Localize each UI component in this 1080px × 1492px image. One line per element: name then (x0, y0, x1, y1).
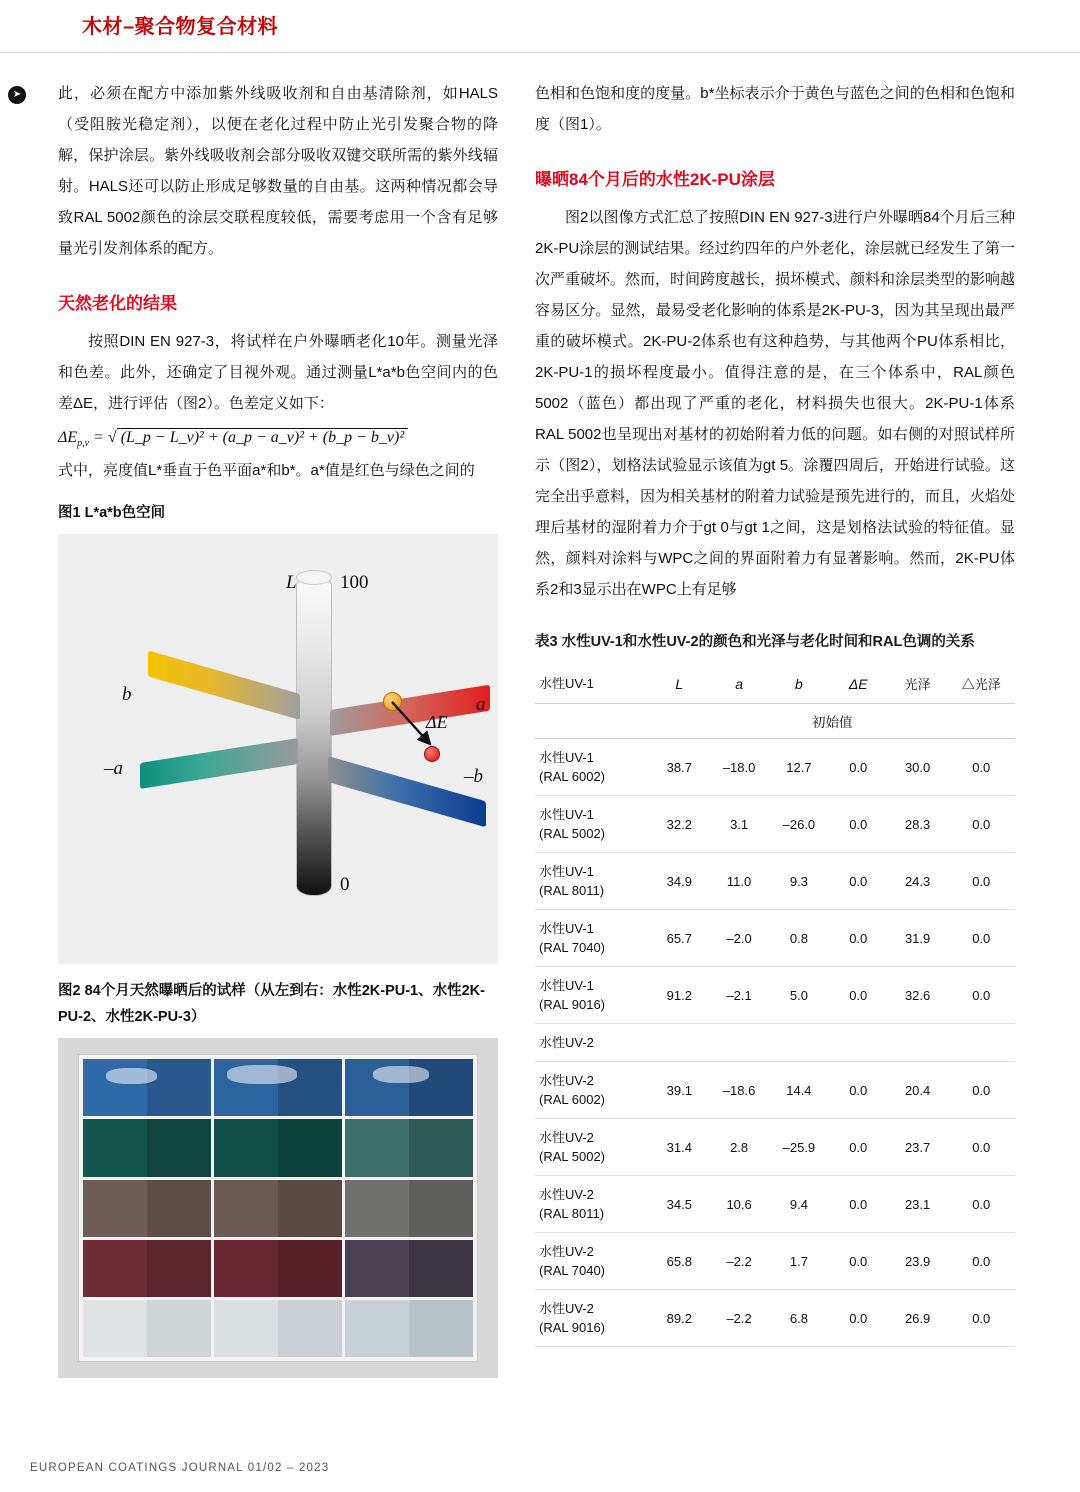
row-label (535, 1119, 649, 1176)
cell-L: 34.5 (649, 1176, 709, 1233)
table-section-row (535, 1024, 1015, 1062)
column-header-b: b (769, 665, 829, 704)
right-column (535, 78, 1015, 1347)
row-label-line1: 水性UV-2 (539, 1301, 594, 1316)
row-label-line1: 水性UV-2 (539, 1073, 594, 1088)
cell-b: 6.8 (769, 1290, 829, 1347)
cell-delta-gloss: 0.0 (948, 1119, 1016, 1176)
row-label-line2: (RAL 6002) (539, 1092, 605, 1107)
column-header-a: a (709, 665, 769, 704)
cell-delta-gloss: 0.0 (948, 1062, 1016, 1119)
left-column (58, 78, 498, 1378)
cell-a: –18.6 (709, 1062, 769, 1119)
label-100: 100 (340, 572, 369, 594)
panel-cell (83, 1119, 211, 1176)
table-body (535, 739, 1015, 1347)
cell-delta-e: 0.0 (829, 1290, 888, 1347)
continuation-arrow-icon: ➤ (8, 86, 26, 104)
figure-2-weathered-panels (58, 1038, 498, 1378)
label-0: 0 (340, 874, 350, 896)
panel-cell (345, 1300, 473, 1357)
cell-delta-e: 0.0 (829, 796, 888, 853)
cell-a: 11.0 (709, 853, 769, 910)
figure-1-lab-color-space (58, 534, 498, 964)
right-section-heading: 曝晒84个月后的水性2K-PU涂层 (535, 170, 775, 189)
table-3-title: 表3 水性UV-1和水性UV-2的颜色和光泽与老化时间和RAL色调的关系 (535, 634, 975, 650)
cell-L: 39.1 (649, 1062, 709, 1119)
panel-cell (345, 1059, 473, 1116)
formula-symbol: ΔE (58, 429, 78, 446)
row-label-line2: (RAL 5002) (539, 826, 605, 841)
cell-delta-gloss: 0.0 (948, 739, 1016, 796)
panel-cell (345, 1180, 473, 1237)
panel-cell (83, 1180, 211, 1237)
cell-delta-gloss: 0.0 (948, 796, 1016, 853)
row-label-line2: (RAL 7040) (539, 1263, 605, 1278)
label-L: L (286, 572, 297, 594)
panel-cell (83, 1300, 211, 1357)
axis-arm-b-yellow (148, 651, 300, 721)
table-column-header-row (535, 665, 1015, 704)
row-label (535, 1062, 649, 1119)
row-label-line2: (RAL 6002) (539, 769, 605, 784)
panel-cell (345, 1119, 473, 1176)
panel-column-2 (214, 1059, 342, 1357)
row-label-line2: (RAL 9016) (539, 1320, 605, 1335)
cell-gloss: 32.6 (888, 967, 948, 1024)
cell-gloss: 31.9 (888, 910, 948, 967)
figure-1-caption: 图1 L*a*b色空间 (58, 505, 166, 522)
page-title: 木材–聚合物复合材料 (82, 16, 279, 38)
cell-gloss: 20.4 (888, 1062, 948, 1119)
cell-delta-gloss: 0.0 (948, 853, 1016, 910)
panel-column-1 (83, 1059, 211, 1357)
cell-a: –2.2 (709, 1233, 769, 1290)
left-section-heading: 天然老化的结果 (58, 294, 177, 313)
cell-delta-gloss: 0.0 (948, 910, 1016, 967)
row-label (535, 796, 649, 853)
cell-delta-gloss: 0.0 (948, 1290, 1016, 1347)
column-header-gloss: 光泽 (888, 665, 948, 704)
cell-gloss: 23.7 (888, 1119, 948, 1176)
cell-b: 5.0 (769, 967, 829, 1024)
panel-board (78, 1054, 478, 1362)
cell-b: 0.8 (769, 910, 829, 967)
table-group-header-row (535, 704, 1015, 739)
row-label-line2: (RAL 8011) (539, 1206, 605, 1221)
cell-b: 12.7 (769, 739, 829, 796)
column-header-delta-gloss: △光泽 (948, 665, 1016, 704)
row-label-line1: 水性UV-1 (539, 750, 594, 765)
cell-delta-e: 0.0 (829, 1062, 888, 1119)
section-label-uv2: 水性UV-2 (535, 1024, 649, 1062)
lightness-cylinder (296, 576, 332, 896)
column-header-sample: 水性UV-1 (535, 665, 649, 704)
cell-L: 65.8 (649, 1233, 709, 1290)
table-3 (535, 665, 1015, 1347)
cell-b: 1.7 (769, 1233, 829, 1290)
cell-delta-e: 0.0 (829, 967, 888, 1024)
cell-L: 31.4 (649, 1119, 709, 1176)
cell-L: 65.7 (649, 910, 709, 967)
formula-subscript: p,v (77, 438, 90, 450)
cell-a: –2.1 (709, 967, 769, 1024)
row-label-line1: 水性UV-1 (539, 807, 594, 822)
right-paragraph-1: 色相和色饱和度的度量。b*坐标表示介于黄色与蓝色之间的色相和色饱和度（图1）。 (535, 85, 1015, 133)
panel-cell (345, 1240, 473, 1297)
table-row (535, 1290, 1015, 1347)
row-label-line1: 水性UV-1 (539, 921, 594, 936)
empty-cell (888, 1024, 948, 1062)
cell-L: 91.2 (649, 967, 709, 1024)
cell-delta-e: 0.0 (829, 1119, 888, 1176)
footer-text: EUROPEAN COATINGS JOURNAL 01/02 – 2023 (30, 1462, 330, 1474)
table-row (535, 739, 1015, 796)
row-label-line2: (RAL 8011) (539, 883, 605, 898)
row-label-line2: (RAL 9016) (539, 997, 605, 1012)
row-label-line2: (RAL 7040) (539, 940, 605, 955)
cell-delta-gloss: 0.0 (948, 1176, 1016, 1233)
cell-delta-gloss: 0.0 (948, 967, 1016, 1024)
label-negative-b: –b (464, 766, 483, 788)
cell-delta-gloss: 0.0 (948, 1233, 1016, 1290)
axis-arm-negative-a-green (140, 738, 298, 789)
cell-a: –2.0 (709, 910, 769, 967)
row-label-line1: 水性UV-2 (539, 1244, 594, 1259)
label-negative-a: –a (104, 758, 123, 780)
cell-L: 38.7 (649, 739, 709, 796)
group-header-initial-values: 初始值 (649, 704, 1015, 739)
row-label-line1: 水性UV-1 (539, 978, 594, 993)
left-paragraph-2: 按照DIN EN 927-3，将试样在户外曝晒老化10年。测量光泽和色差。此外，还确定了目视外观。通过测量L*a*b色空间内的色差ΔE，进行评估（图2）。色差定义如下： (58, 333, 498, 412)
cell-a: –2.2 (709, 1290, 769, 1347)
panel-cell (83, 1240, 211, 1297)
cell-L: 34.9 (649, 853, 709, 910)
empty-corner (535, 704, 649, 739)
label-b: b (122, 684, 132, 706)
figure-2-caption: 图2 84个月天然曝晒后的试样（从左到右：水性2K-PU-1、水性2K-PU-2、水性2K-PU-3） (58, 983, 485, 1026)
panel-cell (214, 1240, 342, 1297)
cell-a: –18.0 (709, 739, 769, 796)
table-row (535, 1176, 1015, 1233)
panel-column-3 (345, 1059, 473, 1357)
cell-delta-e: 0.0 (829, 1233, 888, 1290)
cell-b: 9.3 (769, 853, 829, 910)
cell-b: 9.4 (769, 1176, 829, 1233)
panel-cell (214, 1119, 342, 1176)
row-label-line1: 水性UV-2 (539, 1187, 594, 1202)
cell-gloss: 26.9 (888, 1290, 948, 1347)
column-header-delta-e: ΔE (829, 665, 888, 704)
empty-cell (769, 1024, 829, 1062)
cell-gloss: 23.9 (888, 1233, 948, 1290)
left-paragraph-3: 式中，亮度值L*垂直于色平面a*和b*。a*值是红色与绿色之间的 (58, 462, 475, 480)
delta-e-formula: $\Delta E_{p,v}$ = √ (L_p − L_v)² + (a_p − a_v)² + (b_p − b_v)² (58, 429, 498, 449)
table-row (535, 853, 1015, 910)
cell-delta-e: 0.0 (829, 853, 888, 910)
cell-gloss: 28.3 (888, 796, 948, 853)
row-label (535, 1176, 649, 1233)
row-label-line1: 水性UV-2 (539, 1130, 594, 1145)
row-label-line1: 水性UV-1 (539, 864, 594, 879)
axis-arm-negative-b-blue (328, 756, 486, 827)
cell-a: 2.8 (709, 1119, 769, 1176)
formula-radicand: (L_p − L_v)² + (a_p − a_v)² + (b_p − b_v)² (117, 428, 408, 446)
panel-cell (214, 1059, 342, 1116)
cell-L: 89.2 (649, 1290, 709, 1347)
empty-cell (829, 1024, 888, 1062)
cell-L: 32.2 (649, 796, 709, 853)
column-header-L: L (649, 665, 709, 704)
row-label (535, 739, 649, 796)
cell-b: –26.0 (769, 796, 829, 853)
cell-gloss: 30.0 (888, 739, 948, 796)
cell-a: 10.6 (709, 1176, 769, 1233)
table-row (535, 1062, 1015, 1119)
table-row (535, 796, 1015, 853)
panel-cell (214, 1300, 342, 1357)
empty-cell (709, 1024, 769, 1062)
cell-gloss: 23.1 (888, 1176, 948, 1233)
cell-b: –25.9 (769, 1119, 829, 1176)
label-delta-e: ΔE (426, 712, 448, 733)
label-a: a (476, 694, 486, 716)
cell-b: 14.4 (769, 1062, 829, 1119)
cell-delta-e: 0.0 (829, 910, 888, 967)
cell-gloss: 24.3 (888, 853, 948, 910)
table-row (535, 910, 1015, 967)
row-label (535, 967, 649, 1024)
row-label (535, 1290, 649, 1347)
panel-cell (83, 1059, 211, 1116)
row-label (535, 910, 649, 967)
left-paragraph-1: 此，必须在配方中添加紫外线吸收剂和自由基清除剂，如HALS（受阻胺光稳定剂），以便在老化过程中防止光引发聚合物的降解，保护涂层。紫外线吸收剂会部分吸收双键交联所需的紫外线辐射。HALS还可以防止形成足够数量的自由基。这两种情况都会导致RAL 5002颜色的涂层交联程度较低，需要考虑用一个含有足够量光引发剂体系的配方。 (58, 85, 498, 257)
empty-cell (948, 1024, 1016, 1062)
header-divider (0, 52, 1080, 53)
cell-delta-e: 0.0 (829, 739, 888, 796)
row-label (535, 1233, 649, 1290)
table-row (535, 967, 1015, 1024)
cell-a: 3.1 (709, 796, 769, 853)
table-row (535, 1233, 1015, 1290)
row-label-line2: (RAL 5002) (539, 1149, 605, 1164)
panel-cell (214, 1180, 342, 1237)
cell-delta-e: 0.0 (829, 1176, 888, 1233)
empty-cell (649, 1024, 709, 1062)
right-paragraph-2: 图2以图像方式汇总了按照DIN EN 927-3进行户外曝晒84个月后三种2K-PU涂层的测试结果。经过约四年的户外老化，涂层就已经发生了第一次严重破坏。然而，时间跨度越长，损坏模式、颜料和涂层类型的影响越容易区分。显然，最易受老化影响的体系是2K-PU-3，因为其呈现出最严重的破坏模式。2K-PU-2体系也有这种趋势，与其他两个PU体系相比，2K-PU-1的损坏程度最小。值得注意的是，在三个体系中，RAL颜色5002（蓝色）都出现了严重的老化，材料损失也很大。2K-PU-1体系RAL 5002也呈现出对基材的初始附着力低的问题。如右侧的对照试样所示（图2），划格法试验显示该值为gt 5。涂覆四周后，开始进行试验。这完全出乎意料，因为相关基材的附着力试验是预先进行的，而且，火焰处理后基材的湿附着力介于gt 0与gt 1之间，这是划格法试验的特征值。显然，颜料对涂料与WPC之间的界面附着力有显著影响。然而，2K-PU体系2和3显示出在WPC上有足够 (535, 209, 1016, 598)
row-label (535, 853, 649, 910)
table-row (535, 1119, 1015, 1176)
